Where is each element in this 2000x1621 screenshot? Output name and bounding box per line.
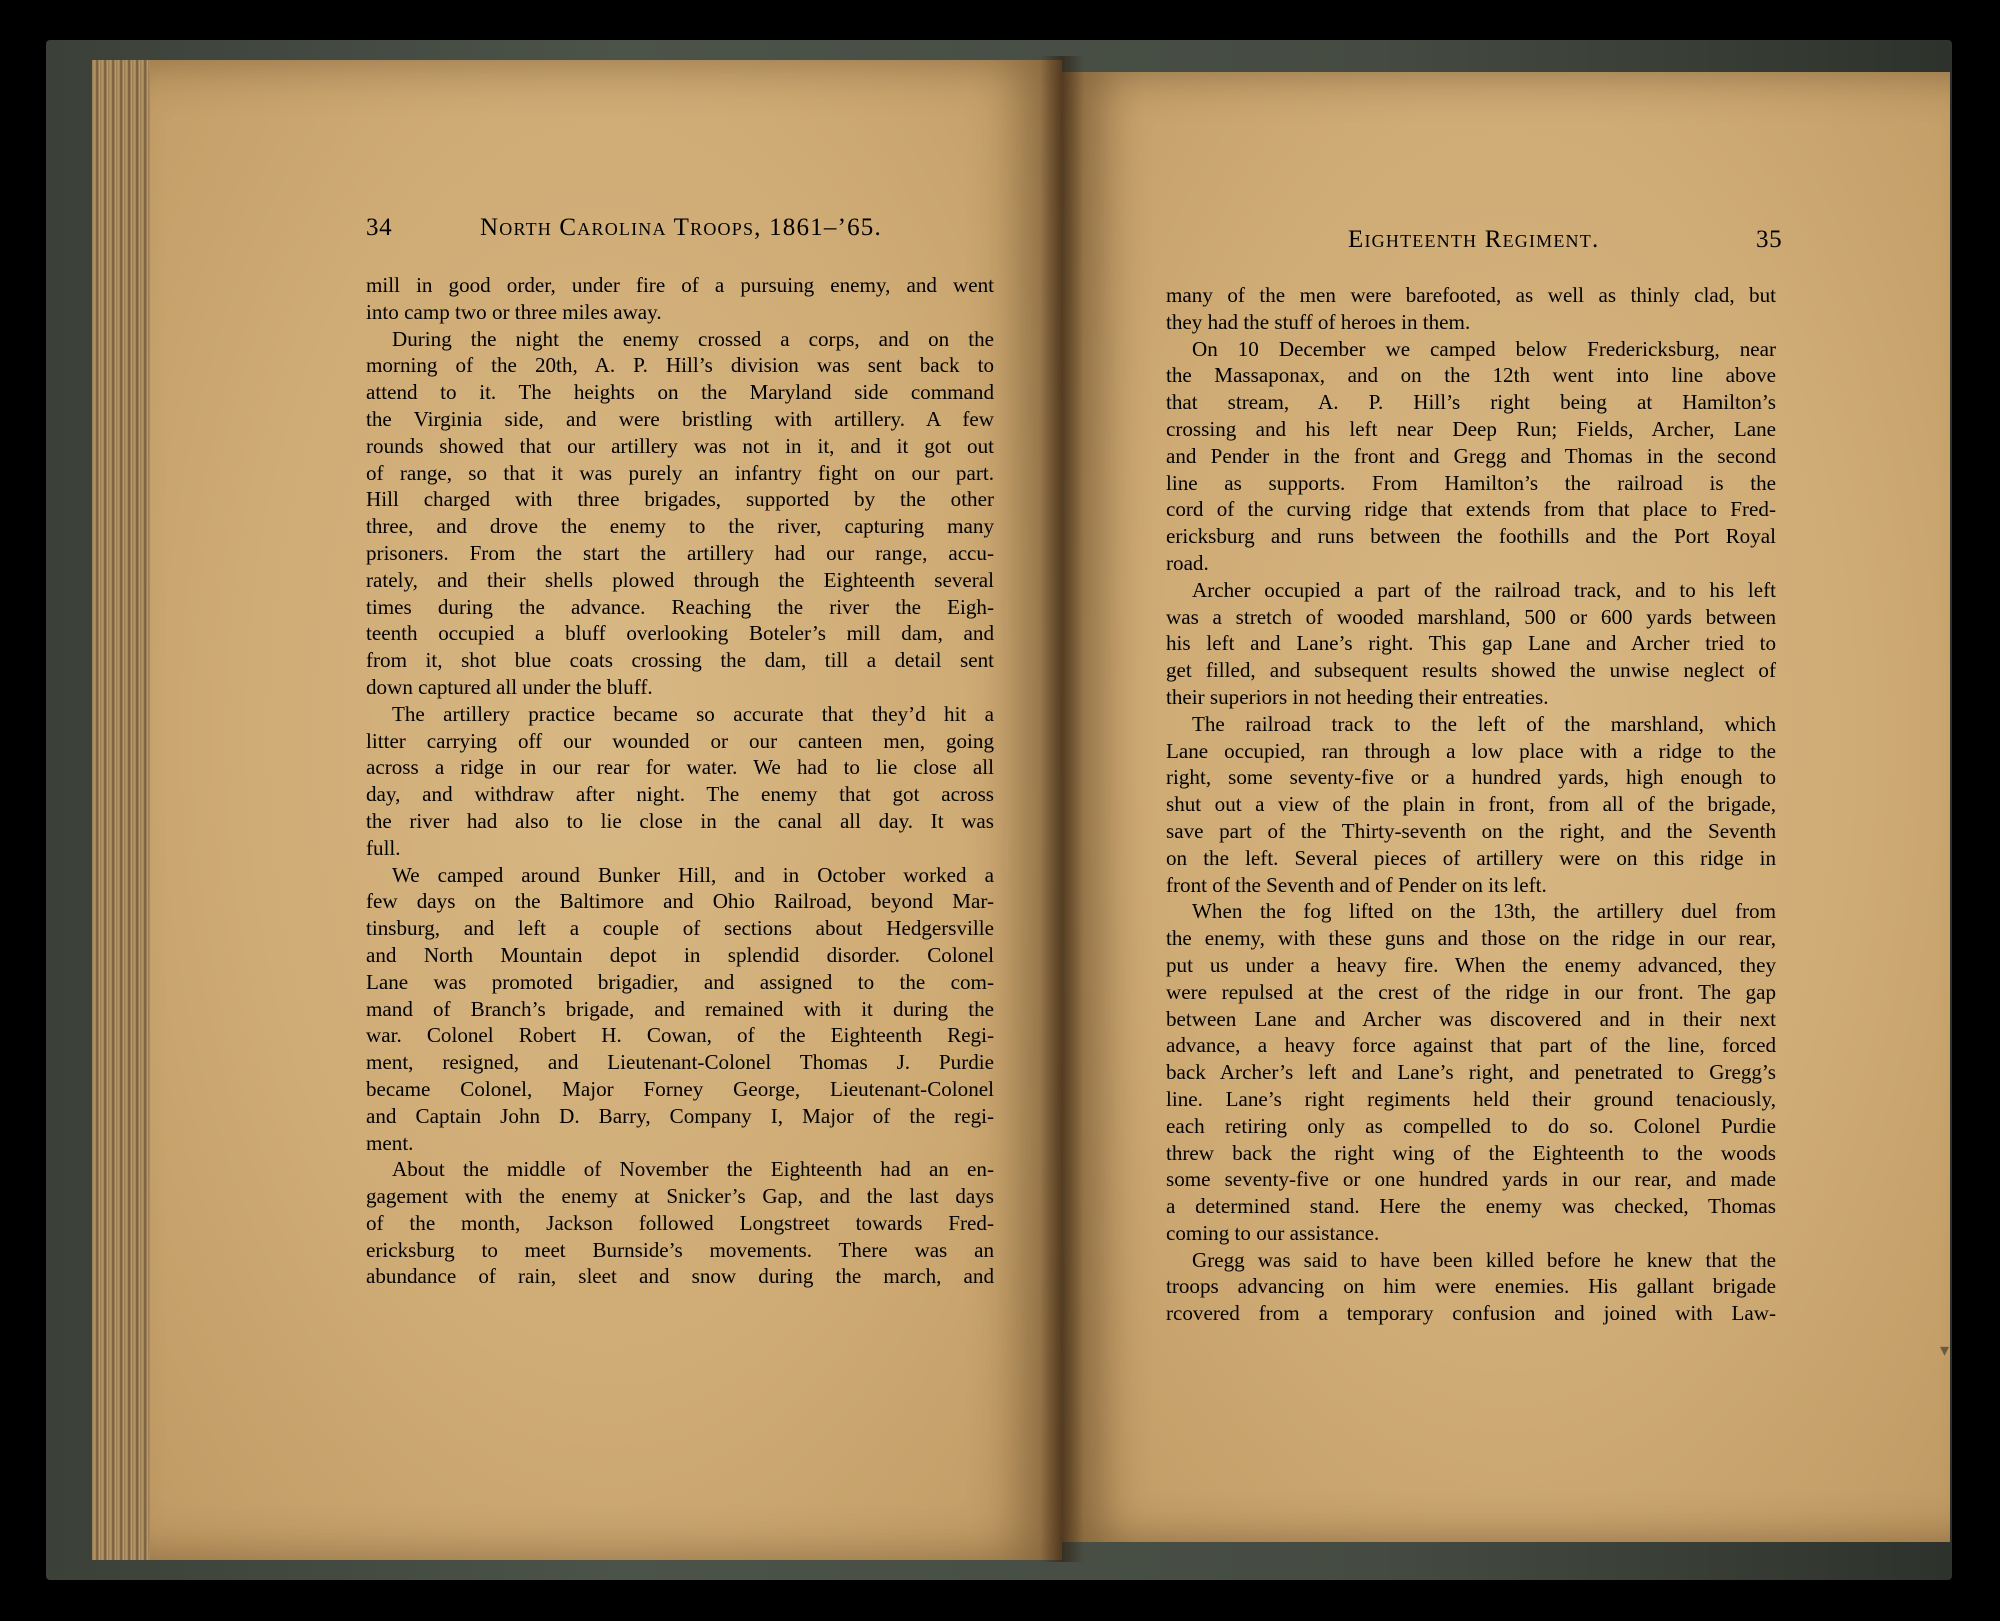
right-page-text-line: ericksburg and runs between the foothills and the Port Royal	[1166, 524, 1776, 549]
left-page-text-line: Lane was promoted brigadier, and assigned to the com-	[366, 969, 994, 994]
left-page-text-line: from it, shot blue coats crossing the dam, till a detail sent	[366, 648, 994, 673]
right-page-text-line: Gregg was said to have been killed before he knew that the	[1192, 1247, 1776, 1272]
left-page-header	[366, 214, 392, 242]
right-page-text-line: and Pender in the front and Gregg and Thomas in the second	[1166, 443, 1776, 468]
left-page-text-line: mand of Branch’s brigade, and remained with it during the	[366, 996, 994, 1021]
left-page-text-line: The artillery practice became so accurate that they’d hit a	[392, 701, 994, 726]
left-page-text-line: rately, and their shells plowed through the Eighteenth several	[366, 567, 994, 592]
right-page-text-line: When the fog lifted on the 13th, the artillery duel from	[1192, 899, 1776, 924]
right-page-text-line: each retiring only as compelled to do so. Colonel Purdie	[1166, 1113, 1776, 1138]
right-page-text-line: many of the men were barefooted, as well as thinly clad, but	[1166, 283, 1776, 307]
right-page-text-line: between Lane and Archer was discovered and in their next	[1166, 1006, 1776, 1031]
left-page-text-line: teenth occupied a bluff overlooking Boteler’s mill dam, and	[366, 621, 994, 646]
right-page-text-line: a determined stand. Here the enemy was checked, Thomas	[1166, 1194, 1776, 1219]
right-page-text-line: their superiors in not heeding their entreaties.	[1166, 684, 1549, 709]
left-body-text	[366, 272, 994, 1290]
left-page-text-line: three, and drove the enemy to the river, capturing many	[366, 514, 994, 539]
right-page-text-line: front of the Seventh and of Pender on its left.	[1166, 872, 1547, 897]
left-page-text-line: full.	[366, 835, 401, 860]
right-page-text-line: Archer occupied a part of the railroad track, and to his left	[1192, 577, 1776, 602]
right-page-text-line: his left and Lane’s right. This gap Lane and Archer tried to	[1166, 631, 1776, 656]
left-page-text-line: tinsburg, and left a couple of sections about Hedgersville	[366, 916, 994, 941]
right-page-text-line: were repulsed at the crest of the ridge in our front. The gap	[1166, 979, 1776, 1004]
right-page-text-line: The railroad track to the left of the marshland, which	[1192, 711, 1776, 736]
left-page-text-line: times during the advance. Reaching the river the Eigh-	[366, 594, 994, 619]
right-page-text-line: advance, a heavy force against that part of the line, forced	[1166, 1033, 1776, 1058]
left-page-text-line: ment, resigned, and Lieutenant-Colonel Thomas J. Purdie	[366, 1050, 994, 1075]
left-page-text-line: down captured all under the bluff.	[366, 674, 653, 699]
left-page-text-line: gagement with the enemy at Snicker’s Gap, and the last days	[366, 1184, 994, 1209]
right-page-text-line: line. Lane’s right regiments held their ground tenaciously,	[1166, 1086, 1776, 1111]
right-page-text-line: the Massaponax, and on the 12th went into line above	[1166, 363, 1776, 388]
right-page-text-line: line as supports. From Hamilton’s the railroad is the	[1166, 470, 1776, 495]
left-running-head-wrap	[480, 214, 882, 242]
left-page-text-line: of the month, Jackson followed Longstreet towards Fred-	[366, 1210, 994, 1235]
right-page-text-line: get filled, and subsequent results showed the unwise neglect of	[1166, 658, 1776, 683]
left-page-text-line: and North Mountain depot in splendid disorder. Colonel	[366, 942, 994, 967]
left-page-text-line: became Colonel, Major Forney George, Lieutenant-Colonel	[366, 1076, 994, 1101]
left-page-number: 34	[366, 214, 393, 241]
left-page-text-line: into camp two or three miles away.	[366, 299, 662, 324]
left-page-text-line: the Virginia side, and were bristling with artillery. A few	[366, 406, 994, 431]
right-page-text-line: road.	[1166, 550, 1209, 575]
left-page-text-line: across a ridge in our rear for water. We had to lie close all	[366, 755, 994, 780]
right-page-text-line: some seventy-five or one hundred yards in our rear, and made	[1166, 1167, 1776, 1192]
right-page-text-line: they had the stuff of heroes in them.	[1166, 309, 1471, 334]
right-page-text-line: on the left. Several pieces of artillery were on this ridge in	[1166, 845, 1776, 870]
right-page-header	[1756, 226, 1782, 254]
left-page-text-line: few days on the Baltimore and Ohio Railroad, beyond Mar-	[366, 889, 994, 914]
left-page-text-line: litter carrying off our wounded or our canteen men, going	[366, 728, 994, 753]
right-page-number: 35	[1756, 226, 1783, 253]
page-tab-mark: ▾	[1940, 1340, 1950, 1360]
left-page-text-line: morning of the 20th, A. P. Hill’s division was sent back to	[366, 353, 994, 378]
right-page-text-line: was a stretch of wooded marshland, 500 or 600 yards between	[1166, 604, 1776, 629]
left-page-text-line: mill in good order, under fire of a pursuing enemy, and went	[366, 273, 994, 297]
right-running-head: Eighteenth Regiment.	[1348, 226, 1600, 253]
right-page-text-line: put us under a heavy fire. When the enemy advanced, they	[1166, 952, 1776, 977]
left-page-text-line: the river had also to lie close in the canal all day. It was	[366, 808, 994, 833]
right-page-text-line: shut out a view of the plain in front, from all of the brigade,	[1166, 792, 1776, 817]
book-gutter	[1040, 56, 1084, 1562]
left-page-text-line: rounds showed that our artillery was not in it, and it got out	[366, 433, 994, 458]
left-page-text-line: ment.	[366, 1130, 414, 1155]
right-page-text-line: Lane occupied, ran through a low place with a ridge to the	[1166, 738, 1776, 763]
right-page-text-line: back Archer’s left and Lane’s right, and penetrated to Gregg’s	[1166, 1060, 1776, 1085]
left-page-text-line: day, and withdraw after night. The enemy that got across	[366, 782, 994, 807]
left-page-text-line: About the middle of November the Eighteenth had an en-	[392, 1157, 994, 1182]
left-running-head: North Carolina Troops, 1861–’65.	[480, 214, 882, 241]
left-page-text-line: of range, so that it was purely an infantry fight on our part.	[366, 460, 994, 485]
right-page-text-line: On 10 December we camped below Fredericksburg, near	[1192, 336, 1776, 361]
left-page-text-line: war. Colonel Robert H. Cowan, of the Eighteenth Regi-	[366, 1023, 994, 1048]
right-page-text-line: the enemy, with these guns and those on the ridge in our rear,	[1166, 926, 1776, 951]
right-page-text-line: coming to our assistance.	[1166, 1220, 1380, 1245]
left-page-text-line: and Captain John D. Barry, Company I, Major of the regi-	[366, 1103, 994, 1128]
left-page-text-line: attend to it. The heights on the Maryland side command	[366, 380, 994, 405]
left-page-text-line: During the night the enemy crossed a corps, and on the	[392, 326, 994, 351]
right-body-text	[1166, 282, 1776, 1327]
right-page-text-line: threw back the right wing of the Eighteenth to the woods	[1166, 1140, 1776, 1165]
right-page-text-line: troops advancing on him were enemies. His gallant brigade	[1166, 1274, 1776, 1299]
right-page-text-line: that stream, A. P. Hill’s right being at Hamilton’s	[1166, 390, 1776, 415]
left-page-text-line: ericksburg to meet Burnside’s movements. There was an	[366, 1237, 994, 1262]
right-page-text-line: save part of the Thirty-seventh on the right, and the Seventh	[1166, 818, 1776, 843]
left-page-text-line: We camped around Bunker Hill, and in October worked a	[392, 862, 994, 887]
left-page-text-line: prisoners. From the start the artillery had our range, accu-	[366, 540, 994, 565]
right-page-text-line: crossing and his left near Deep Run; Fields, Archer, Lane	[1166, 416, 1776, 441]
right-page-text-line: rcovered from a temporary confusion and joined with Law-	[1166, 1301, 1776, 1326]
left-page-text-line: abundance of rain, sleet and snow during the march, and	[366, 1264, 994, 1289]
right-page-text-line: cord of the curving ridge that extends from that place to Fred-	[1166, 497, 1776, 522]
right-running-head-wrap	[1348, 226, 1599, 254]
left-page-text-line: Hill charged with three brigades, supported by the other	[366, 487, 994, 512]
right-page-text-line: right, some seventy-five or a hundred yards, high enough to	[1166, 765, 1776, 790]
